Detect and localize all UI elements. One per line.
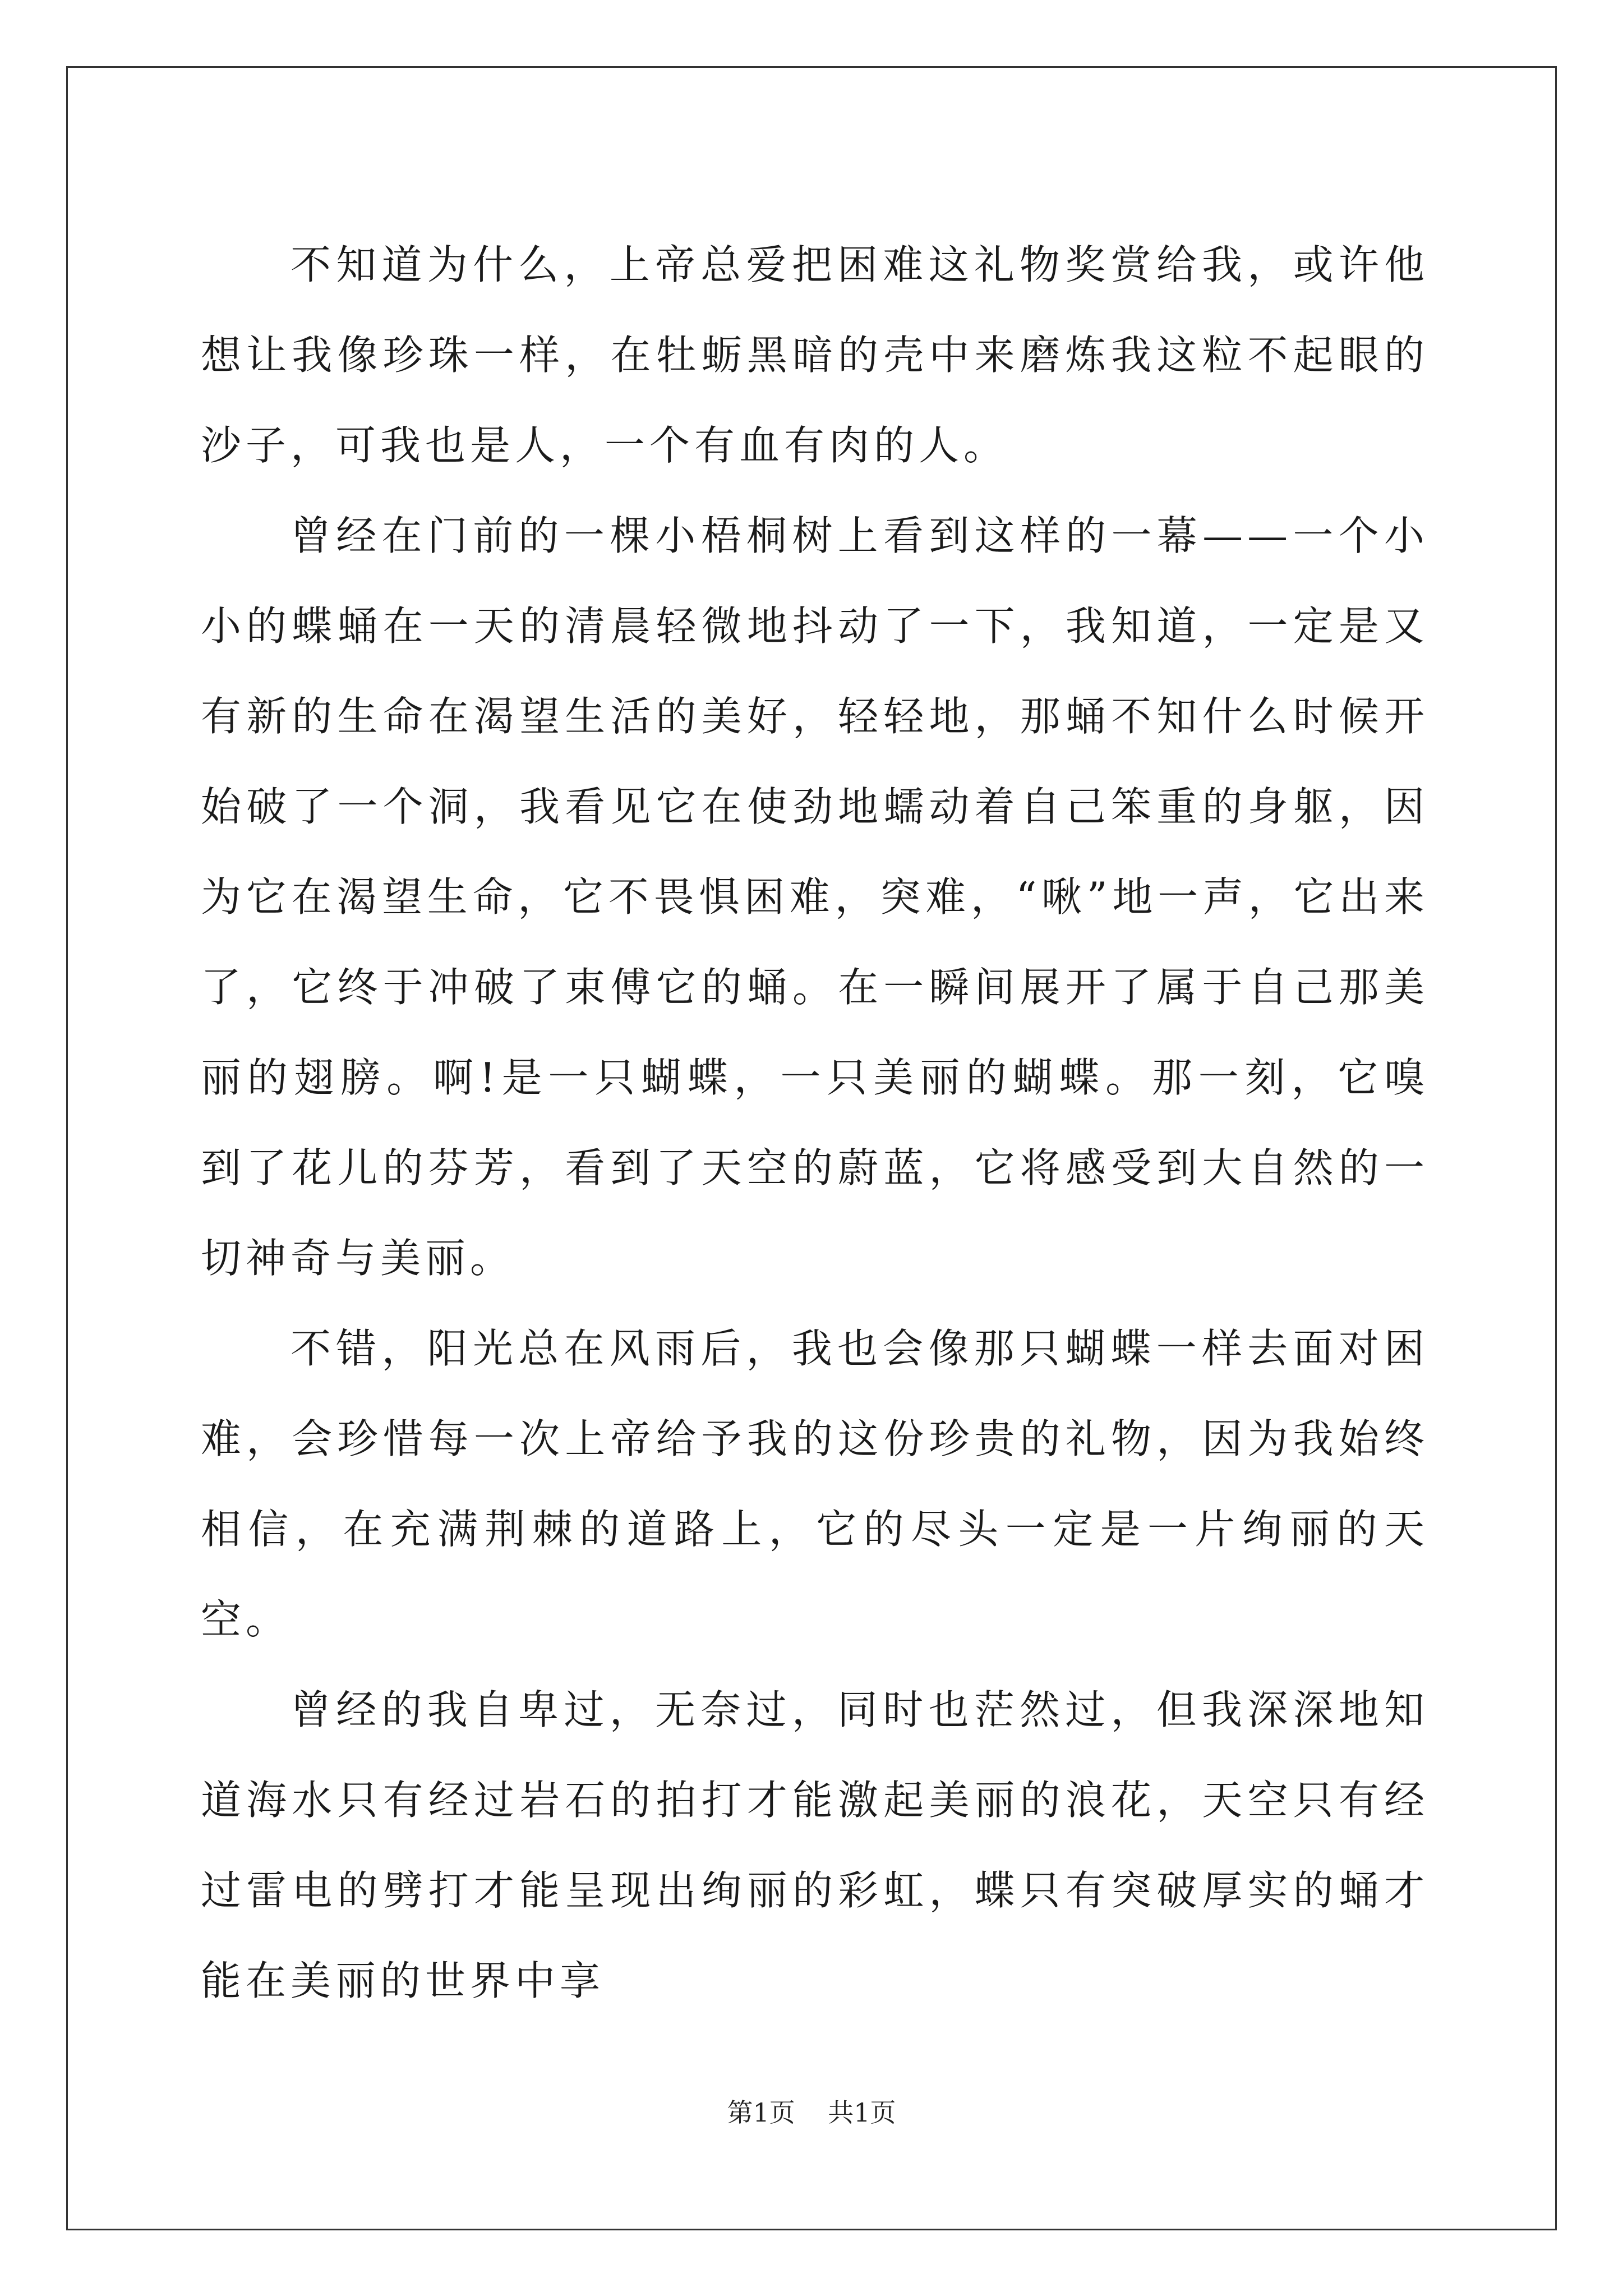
paragraph: 不错，阳光总在风雨后，我也会像那只蝴蝶一样去面对困难，会珍惜每一次上帝给予我的这份珍贵的礼物，因为我始终相信，在充满荆棘的道路上，它的尽头一定是一片绚丽的天空。 — [201, 1325, 1429, 1643]
paragraph: 曾经在门前的一棵小梧桐树上看到这样的一幕——一个小小的蝶蛹在一天的清晨轻微地抖动了一下，我知道，一定是又有新的生命在渴望生活的美好，轻轻地，那蛹不知什么时候开始破了一个洞，我看见它在使劲地蠕动着自己笨重的身躯，因为它在渴望生命，它不畏惧困难，突难，“啾”地一声，它出来了，它终于冲破了束傅它的蛹。在一瞬间展开了属于自己那美丽的翅膀。啊!是一只蝴蝶，一只美丽的蝴蝶。那一刻，它嗅到了花儿的芬芳，看到了天空的蔚蓝，它将感受到大自然的一切神奇与美丽。 — [201, 512, 1429, 1282]
document-body — [201, 220, 1429, 2026]
paragraph: 曾经的我自卑过，无奈过，同时也茫然过，但我深深地知道海水只有经过岩石的拍打才能激起美丽的浪花，天空只有经过雷电的劈打才能呈现出绚丽的彩虹，蝶只有突破厚实的蛹才能在美丽的世界中享 — [201, 1686, 1429, 2004]
page-footer — [0, 2092, 1623, 2129]
page-total: 共1页 — [828, 2097, 896, 2128]
paragraph: 不知道为什么，上帝总爱把困难这礼物奖赏给我，或许他想让我像珍珠一样，在牡蛎黑暗的壳中来磨炼我这粒不起眼的沙子，可我也是人，一个有血有肉的人。 — [201, 241, 1429, 469]
page-number: 第1页 — [727, 2097, 795, 2128]
